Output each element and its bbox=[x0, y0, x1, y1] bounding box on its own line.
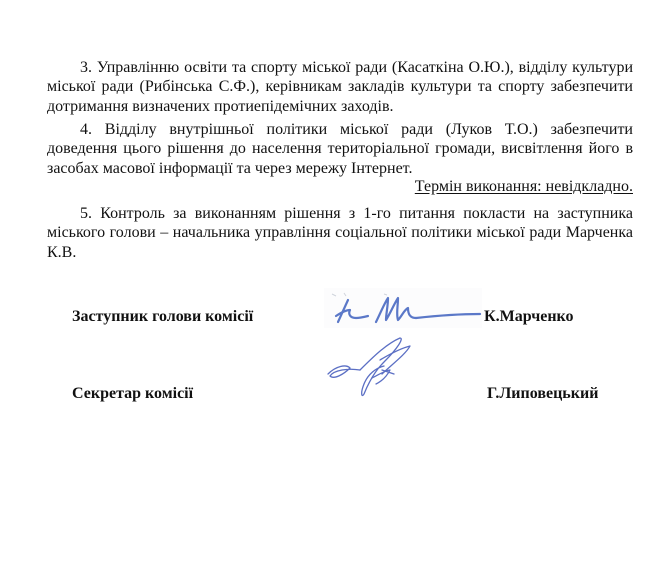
paragraph-4 bbox=[47, 120, 633, 178]
handwritten-signature-icon bbox=[324, 288, 482, 328]
paragraph-3 bbox=[47, 58, 633, 116]
signatory-title: Секретар комісії bbox=[72, 385, 194, 402]
paragraph-5-text: 5. Контроль за виконанням рішення з 1-го питання покласти на заступника міського голови – начальника управління соціальної політики міської ради Марченка К.В. bbox=[47, 205, 633, 261]
paragraph-4-text: 4. Відділу внутрішньої політики міської ради (Луков Т.О.) забезпечити доведення цього рішення до населення територіальної громади, висвітлення його в засобах масової інформації та через мережу Інтернет. bbox=[47, 121, 633, 177]
signatory-title: Заступник голови комісії bbox=[72, 308, 254, 325]
handwritten-signature-icon bbox=[324, 334, 420, 398]
paragraph-3-text: 3. Управлінню освіти та спорту міської ради (Касаткіна О.Ю.), відділу культури міської ради (Рибінська С.Ф.), керівникам закладів культури та спорту забезпечити дотримання визначених протиепідемічних заходів. bbox=[47, 59, 633, 115]
paragraph-5 bbox=[47, 204, 633, 262]
signatory-name: Г.Липовецький bbox=[487, 385, 599, 402]
deadline-note: Термін виконання: невідкладно. bbox=[414, 178, 633, 195]
signatory-name: К.Марченко bbox=[484, 308, 574, 325]
